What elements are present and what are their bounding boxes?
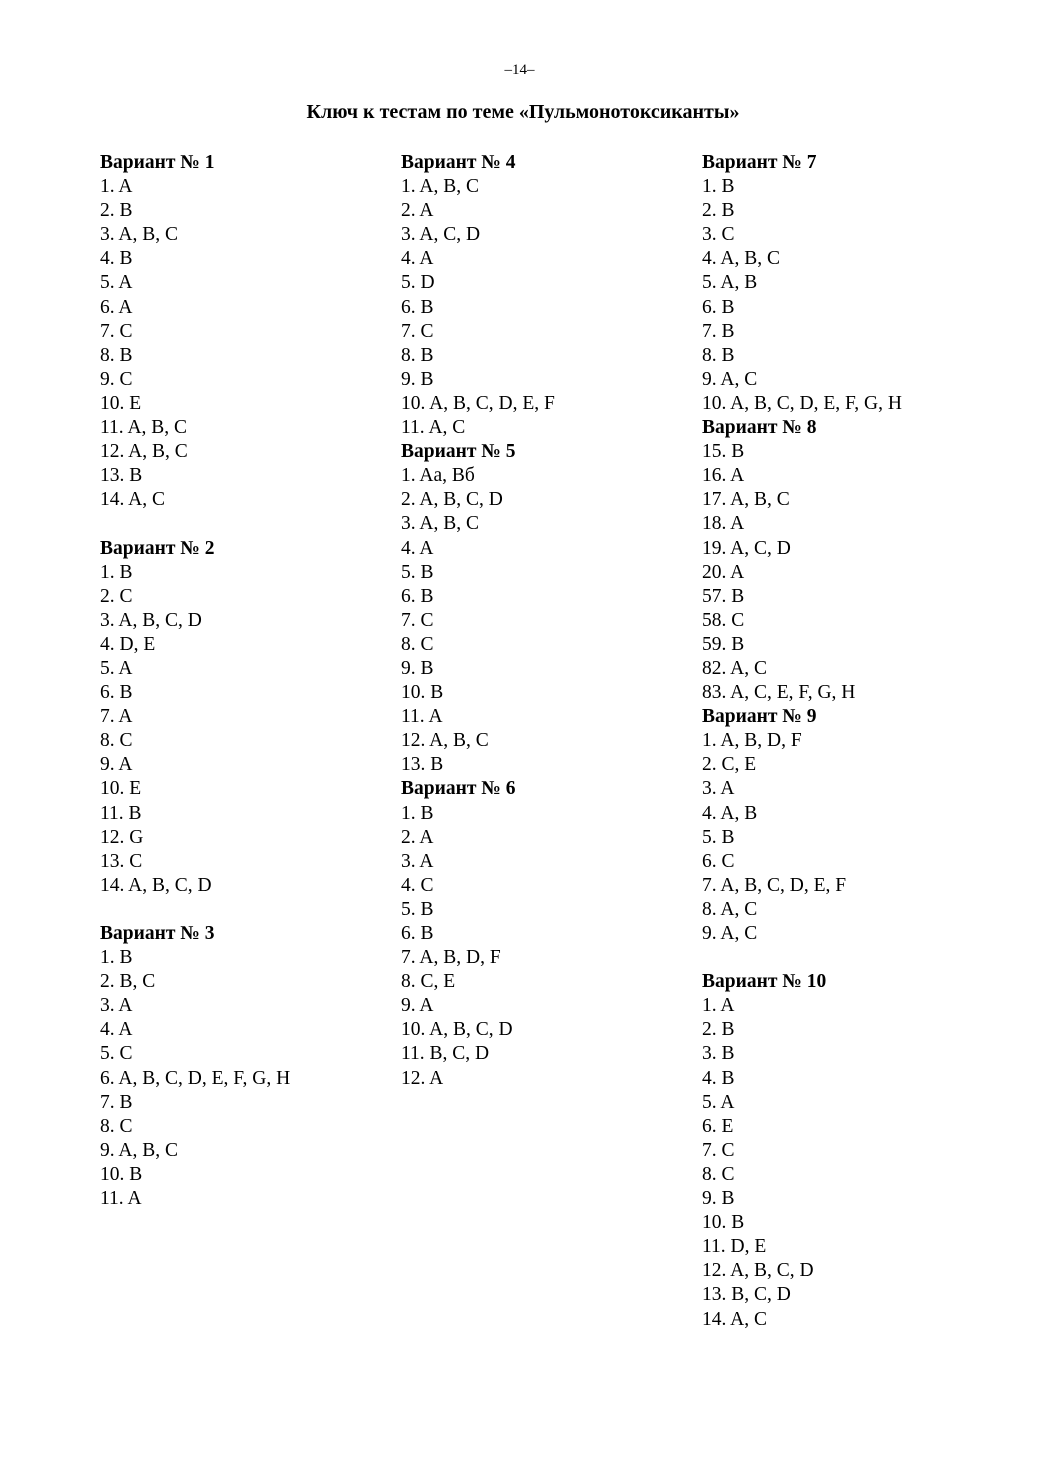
answer-line: 12. A, B, C, D <box>702 1260 814 1282</box>
answer-line: 6. A <box>100 296 133 318</box>
answer-line: 8. C <box>401 633 434 655</box>
answer-line: 10. A, B, C, D, E, F <box>401 392 555 414</box>
answer-line: 4. A <box>401 537 434 559</box>
answer-line: 1. B <box>702 176 735 198</box>
answer-line: 4. A, B, C <box>702 248 781 270</box>
answer-line: 5. B <box>401 898 434 920</box>
answer-line: 10. B <box>401 682 444 704</box>
answer-line: 19. A, C, D <box>702 537 791 559</box>
answer-line: 4. A, B <box>702 802 758 824</box>
answer-line: 4. A <box>100 1019 133 1041</box>
page-number: –14– <box>504 62 535 78</box>
answer-line: 10. A, B, C, D <box>401 1019 513 1041</box>
answer-line: 15. B <box>702 441 745 463</box>
answer-line: 8. B <box>100 344 133 366</box>
answer-line: 8. C, E <box>401 971 456 993</box>
variant-heading: Вариант № 3 <box>100 923 215 944</box>
answer-line: 17. A, B, C <box>702 489 790 511</box>
answer-line: 59. B <box>702 633 745 655</box>
answer-line: 57. B <box>702 585 745 607</box>
answer-line: 4. D, E <box>100 633 156 655</box>
answer-line: 8. B <box>702 344 735 366</box>
answer-line: 1. A <box>702 995 735 1017</box>
answer-line: 5. A <box>100 272 133 294</box>
answer-line: 14. A, C <box>100 489 166 511</box>
answer-line: 6. B <box>401 585 434 607</box>
answer-line: 1. B <box>401 802 434 824</box>
answer-line: 13. C <box>100 850 143 872</box>
variant-heading: Вариант № 1 <box>100 152 215 173</box>
answer-line: 7. B <box>100 1091 133 1113</box>
answer-line: 1. A, B, C <box>401 176 480 198</box>
column-1 <box>100 151 290 1211</box>
answer-line: 82. A, C <box>702 657 768 679</box>
answer-line: 12. G <box>100 826 144 848</box>
answer-line: 1. Aa, Bб <box>401 465 475 487</box>
answer-line: 18. A <box>702 513 745 535</box>
answer-line: 1. A, B, D, F <box>702 730 802 752</box>
answer-line: 3. A, C, D <box>401 224 481 246</box>
answer-line: 6. E <box>702 1115 734 1137</box>
answer-line: 4. B <box>100 248 133 270</box>
answer-line: 6. B <box>401 923 434 944</box>
answer-line: 14. A, C <box>702 1308 768 1330</box>
answer-line: 10. B <box>702 1212 745 1234</box>
answer-line: 12. A <box>401 1067 444 1089</box>
answer-line: 11. D, E <box>702 1236 767 1258</box>
answer-line: 9. A <box>100 754 133 776</box>
answer-line: 11. A, C <box>401 417 466 439</box>
answer-line: 11. A <box>401 706 443 728</box>
answer-line: 9. B <box>401 657 434 679</box>
answer-line: 3. A, B, C <box>401 513 480 535</box>
answer-line: 13. B <box>100 465 143 487</box>
spacer <box>100 512 290 536</box>
answer-line: 9. B <box>702 1188 735 1210</box>
column-3 <box>702 151 902 1332</box>
answer-line: 9. A, C <box>702 923 758 944</box>
answer-line: 6. C <box>702 850 735 872</box>
answer-line: 3. A <box>401 850 434 872</box>
answer-line: 6. B <box>100 682 133 704</box>
answer-line: 4. A <box>401 248 434 270</box>
answer-line: 11. A <box>100 1188 142 1210</box>
answer-line: 10. A, B, C, D, E, F, G, H <box>702 392 902 414</box>
answer-line: 5. A <box>100 657 133 679</box>
answer-line: 3. B <box>702 1043 735 1065</box>
answer-line: 1. B <box>100 561 133 583</box>
answer-line: 13. B, C, D <box>702 1284 791 1306</box>
spacer <box>100 898 290 922</box>
answer-line: 3. A, B, C, D <box>100 609 202 631</box>
variant-heading: Вариант № 2 <box>100 537 215 559</box>
variant-heading: Вариант № 4 <box>401 152 516 173</box>
answer-line: 9. A, C <box>702 368 758 390</box>
variant-heading: Вариант № 7 <box>702 152 817 173</box>
variant-heading: Вариант № 6 <box>401 778 516 800</box>
answer-line: 8. C <box>100 730 133 752</box>
answer-line: 8. C <box>100 1115 133 1137</box>
answer-line: 2. C, E <box>702 754 757 776</box>
answer-line: 5. A, B <box>702 272 758 294</box>
answer-line: 11. B <box>100 802 142 824</box>
answer-line: 2. A <box>401 826 434 848</box>
answer-line: 5. B <box>401 561 434 583</box>
answer-line: 9. B <box>401 368 434 390</box>
variant-heading: Вариант № 5 <box>401 441 516 463</box>
answer-line: 3. A <box>100 995 133 1017</box>
answer-line: 10. B <box>100 1163 143 1185</box>
answer-line: 83. A, C, E, F, G, H <box>702 682 856 704</box>
answer-line: 9. C <box>100 368 133 390</box>
column-2 <box>401 151 555 1091</box>
answer-line: 2. B <box>100 200 133 222</box>
answer-line: 3. C <box>702 224 735 246</box>
answer-line: 7. A, B, D, F <box>401 947 501 969</box>
answer-line: 5. D <box>401 272 435 294</box>
answer-line: 11. B, C, D <box>401 1043 490 1065</box>
answer-line: 2. A <box>401 200 434 222</box>
answer-line: 8. B <box>401 344 434 366</box>
answer-line: 1. A <box>100 176 133 198</box>
page-title: Ключ к тестам по теме «Пульмонотоксиканты» <box>306 101 740 123</box>
answer-line: 7. C <box>702 1139 735 1161</box>
answer-line: 6. B <box>702 296 735 318</box>
answer-line: 10. E <box>100 778 142 800</box>
answer-line: 9. A <box>401 995 434 1017</box>
variant-heading: Вариант № 8 <box>702 417 817 439</box>
answer-line: 3. A <box>702 778 735 800</box>
answer-line: 7. C <box>401 609 434 631</box>
answer-line: 3. A, B, C <box>100 224 179 246</box>
answer-line: 9. A, B, C <box>100 1139 179 1161</box>
answer-line: 2. B, C <box>100 971 156 993</box>
answer-line: 13. B <box>401 754 444 776</box>
answer-line: 8. C <box>702 1163 735 1185</box>
variant-heading: Вариант № 9 <box>702 706 817 728</box>
answer-line: 6. B <box>401 296 434 318</box>
answer-line: 58. C <box>702 609 745 631</box>
answer-line: 4. C <box>401 874 434 896</box>
answer-line: 5. B <box>702 826 735 848</box>
spacer <box>702 946 902 970</box>
answer-line: 7. B <box>702 320 735 342</box>
answer-line: 12. A, B, C <box>401 730 489 752</box>
answer-line: 20. A <box>702 561 745 583</box>
answer-line: 5. A <box>702 1091 735 1113</box>
answer-line: 7. A, B, C, D, E, F <box>702 874 847 896</box>
answer-line: 7. A <box>100 706 133 728</box>
answer-line: 10. E <box>100 392 142 414</box>
answer-line: 7. C <box>100 320 133 342</box>
answer-line: 1. B <box>100 947 133 969</box>
answer-line: 2. A, B, C, D <box>401 489 503 511</box>
answer-line: 2. B <box>702 1019 735 1041</box>
answer-line: 8. A, C <box>702 898 758 920</box>
variant-heading: Вариант № 10 <box>702 971 827 993</box>
answer-line: 2. B <box>702 200 735 222</box>
answer-line: 12. A, B, C <box>100 441 188 463</box>
answer-line: 16. A <box>702 465 745 487</box>
answer-line: 2. C <box>100 585 133 607</box>
answer-line: 14. A, B, C, D <box>100 874 212 896</box>
answer-line: 11. A, B, C <box>100 417 188 439</box>
answer-line: 5. C <box>100 1043 133 1065</box>
answer-line: 7. C <box>401 320 434 342</box>
answer-line: 4. B <box>702 1067 735 1089</box>
answer-line: 6. A, B, C, D, E, F, G, H <box>100 1067 291 1089</box>
